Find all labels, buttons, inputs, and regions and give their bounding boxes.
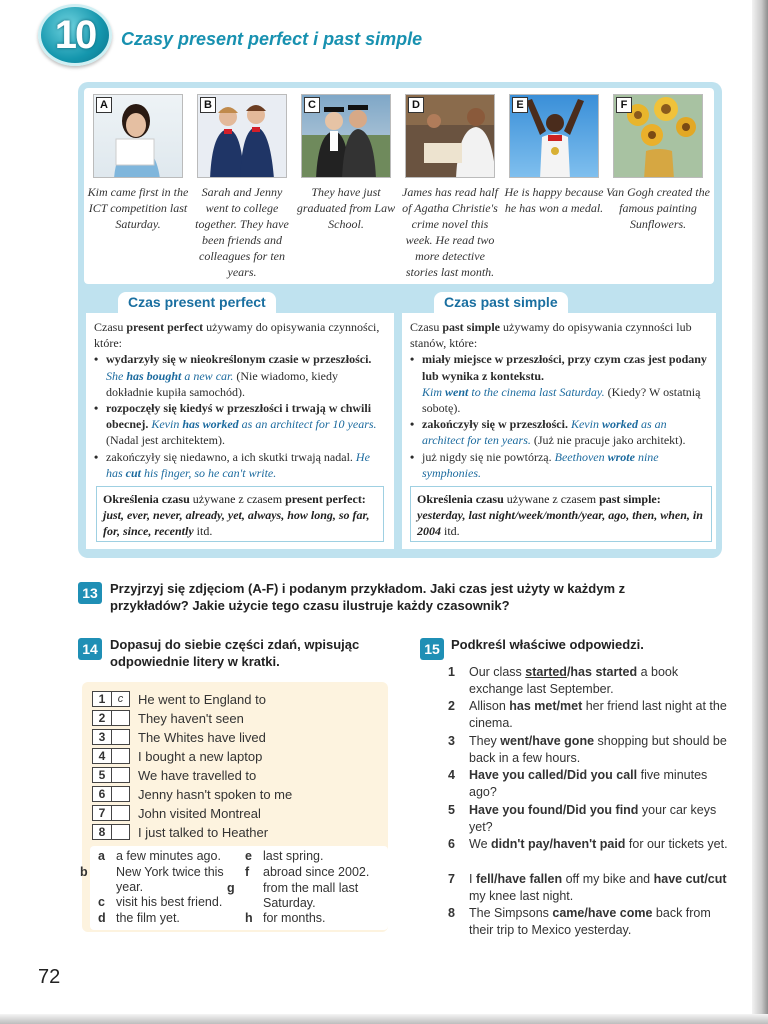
ex15-item-7: 7 I fell/have fallen off my bike and have cut/cut my knee last night. (448, 872, 727, 903)
pp-bullet-1: • wydarzyły się w nieokreślonym czasie w przeszłości. She has bought a new car. (Nie wiadomo, kiedy dokładnie kupiła samochód). (94, 351, 386, 400)
match-row-1: 1 c He went to England to (92, 690, 266, 708)
unit-number: 10 (54, 12, 96, 57)
page-edge-shadow (752, 0, 768, 1024)
answer-box[interactable] (112, 710, 130, 726)
ending-d: d the film yet. (98, 911, 180, 925)
answer-box[interactable] (112, 786, 130, 802)
page-number: 72 (38, 966, 61, 988)
photo-f (613, 94, 703, 180)
photo-d (405, 94, 495, 180)
answer-box[interactable] (112, 767, 130, 783)
match-row-6: 6 Jenny hasn't spoken to me (92, 785, 292, 803)
photo-c (301, 94, 391, 180)
ending-b: b New York twice this year. (80, 865, 224, 894)
match-row-2: 2 They haven't seen (92, 709, 244, 727)
pp-intro: Czasu present perfect używamy do opisywania czynności, które: (94, 320, 380, 351)
ex15-item-3: 3 They went/have gone shopping but should be back in a few hours. (448, 734, 727, 765)
ex15-item-1: 1 Our class started/has started a book exchange last September. (448, 665, 679, 696)
photo-letter: E (512, 97, 528, 113)
ending-a: a a few minutes ago. (98, 849, 221, 863)
exercise-14-instruction: Dopasuj do siebie części zdań, wpisując odpowiednie litery w kratki. (110, 637, 360, 669)
ending-c: c visit his best friend. (98, 895, 223, 909)
match-row-3: 3 The Whites have lived (92, 728, 266, 746)
unit-title: Czasy present perfect i past simple (121, 29, 423, 49)
match-row-7: 7 John visited Montreal (92, 804, 261, 822)
ex15-item-8: 8 The Simpsons came/have come back from their trip to Mexico yesterday. (448, 906, 711, 937)
answer-box[interactable] (112, 824, 130, 840)
match-row-8: 8 I just talked to Heather (92, 823, 268, 841)
ex15-item-2: 2 Allison has met/met her friend last night at the cinema. (448, 699, 727, 730)
photo-letter: C (304, 97, 320, 113)
exercise-15-number: 15 (420, 638, 444, 660)
match-row-4: 4 I bought a new laptop (92, 747, 262, 765)
caption-b: Sarah and Jenny went to college together. They have been friends and colleagues for ten years. (195, 185, 289, 279)
ex15-item-6: 6 We didn't pay/haven't paid for our tickets yet. (448, 837, 728, 851)
ending-f: f abroad since 2002. (245, 865, 370, 879)
caption-d: James has read half of Agatha Christie's crime novel this week. He read two more detective stories last month. (402, 185, 498, 279)
ex15-item-5: 5 Have you found/Did you find your car keys yet? (448, 803, 717, 834)
photo-a (93, 94, 183, 180)
exercise-13-number: 13 (78, 582, 102, 604)
answer-box[interactable]: c (112, 691, 130, 707)
caption-e: He is happy because he has won a medal. (504, 185, 604, 215)
ps-intro: Czasu past simple używamy do opisywania czynności lub stanów, które: (410, 320, 692, 351)
pp-bullet-2: • rozpoczęły się kiedyś w przeszłości i trwają w chwili obecnej. Kevin has worked as an architect for 10 years. (Nadal jest architektem). (94, 400, 386, 449)
ex15-item-4: 4 Have you called/Did you call five minutes ago? (448, 768, 708, 799)
selected-answer[interactable]: started (525, 665, 567, 679)
exercise-14-number: 14 (78, 638, 102, 660)
photo-letter: F (616, 97, 632, 113)
photo-letter: B (200, 97, 216, 113)
caption-c: They have just graduated from Law School. (296, 185, 396, 231)
photo-letter: D (408, 97, 424, 113)
past-simple-tab: Czas past simple (434, 292, 568, 314)
match-row-5: 5 We have travelled to (92, 766, 256, 784)
answer-box[interactable] (112, 748, 130, 764)
caption-a: Kim came first in the ICT competition last Saturday. (87, 185, 189, 231)
ps-bullet-1: • miały miejsce w przeszłości, przy czym czas jest podany lub wynika z kontekstu. Kim went to the cinema last Saturday. (Kiedy? W ostatnią sobotę). (410, 351, 708, 416)
photo-b (197, 94, 287, 180)
exercise-13-instruction: Przyjrzyj się zdjęciom (A-F) i podanym przykładom. Jaki czas jest użyty w każdym z przykładów? Jakie użycie tego czasu ilustruje każdy czasownik? (110, 581, 626, 613)
caption-f: Van Gogh created the famous painting Sunflowers. (606, 185, 710, 231)
present-perfect-tab: Czas present perfect (118, 292, 276, 314)
photo-letter: A (96, 97, 112, 113)
photo-e (509, 94, 599, 180)
ps-bullet-3: • już nigdy się nie powtórzą. Beethoven wrote nine symphonies. (410, 449, 708, 481)
answer-box[interactable] (112, 805, 130, 821)
ps-bullet-2: • zakończyły się w przeszłości. Kevin worked as an architect for ten years. (Już nie pracuje jako architekt). (410, 416, 708, 448)
pp-time-markers: Określenia czasu używane z czasem present perfect: just, ever, never, already, yet, always, how long, so far, for, since, recently itd. (96, 486, 384, 542)
ending-h: h for months. (245, 911, 326, 925)
exercise-15-instruction: Podkreśl właściwe odpowiedzi. (451, 637, 644, 652)
page-bottom-shadow (0, 1014, 768, 1024)
ending-e: e last spring. (245, 849, 324, 863)
answer-box[interactable] (112, 729, 130, 745)
pp-bullet-3: • zakończyły się niedawno, a ich skutki trwają nadal. He has cut his finger, so he can't write. (94, 449, 386, 481)
ps-time-markers: Określenia czasu używane z czasem past simple: yesterday, last night/week/month/year, ago, then, when, in 2004 itd. (410, 486, 712, 542)
unit-number-badge (38, 4, 112, 66)
ending-g: g from the mall last Saturday. (227, 881, 359, 910)
